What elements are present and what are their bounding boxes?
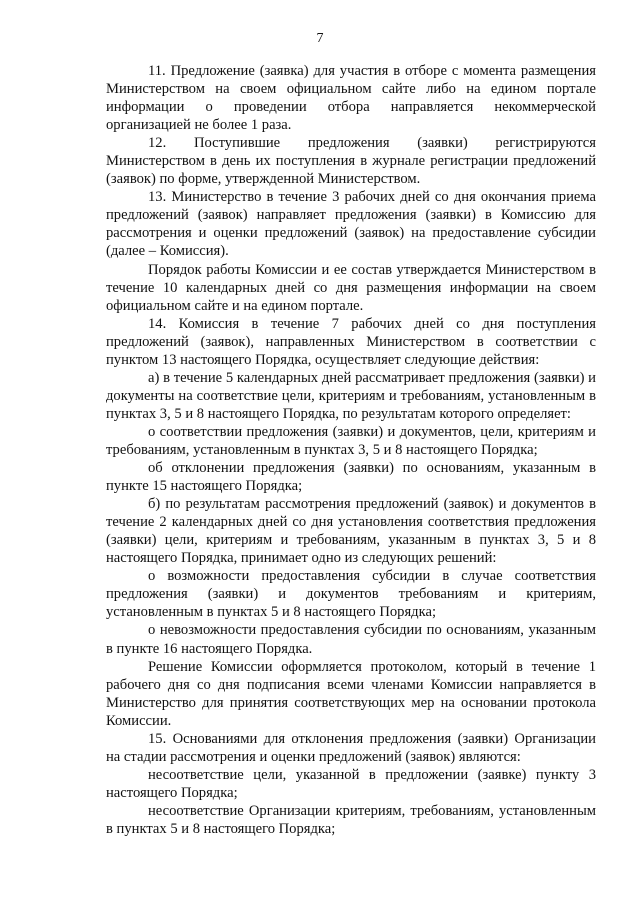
page-number: 7 (316, 31, 324, 46)
paragraph: о соответствии предложения (заявки) и документов, цели, критериям и требованиям, установленным в пунктах 3, 5 и 8 настоящего Порядка; (106, 423, 596, 458)
paragraph: а) в течение 5 календарных дней рассматривает предложения (заявки) и документы на соответствие цели, критериям и требованиям, установленным в пунктах 3, 5 и 8 настоящего Порядка, по результатам которого определяет: (106, 369, 596, 422)
paragraph: несоответствие Организации критериям, требованиям, установленным в пунктах 5 и 8 настоящего Порядка; (106, 802, 596, 837)
paragraph: о возможности предоставления субсидии в случае соответствия предложения (заявки) и документов требованиям и критериям, установленным в пунктах 5 и 8 настоящего Порядка; (106, 568, 596, 621)
document-body (106, 62, 596, 838)
paragraph: Порядок работы Комиссии и ее состав утверждается Министерством в течение 10 календарных дней со дня размещения информации на своем официальном сайте и на едином портале. (106, 261, 596, 314)
paragraph: б) по результатам рассмотрения предложений (заявок) и документов в течение 2 календарных дней со дня установления соответствия предложения (заявки) цели, критериям и требованиям, указанным в пунктах 3, 5 и 8 настоящего Порядка, принимает одно из следующих решений: (106, 496, 596, 567)
paragraph: 11. Предложение (заявка) для участия в отборе с момента размещения Министерством на своем официальном сайте либо на едином портале информации о проведении отбора направляется некоммерческой организацией не более 1 раза. (106, 63, 596, 134)
paragraph: 14. Комиссия в течение 7 рабочих дней со дня поступления предложений (заявок), направленных Министерством в соответствии с пунктом 13 настоящего Порядка, осуществляет следующие действия: (106, 315, 596, 368)
paragraph: 15. Основаниями для отклонения предложения (заявки) Организации на стадии рассмотрения и оценки предложений (заявок) являются: (106, 730, 596, 765)
paragraph: 12. Поступившие предложения (заявки) регистрируются Министерством в день их поступления в журнале регистрации предложений (заявок) по форме, утвержденной Министерством. (106, 135, 596, 188)
paragraph: об отклонении предложения (заявки) по основаниям, указанным в пункте 15 настоящего Порядка; (106, 460, 596, 495)
paragraph: несоответствие цели, указанной в предложении (заявке) пункту 3 настоящего Порядка; (106, 766, 596, 801)
paragraph: о невозможности предоставления субсидии по основаниям, указанным в пункте 16 настоящего Порядка. (106, 622, 596, 657)
paragraph: Решение Комиссии оформляется протоколом, который в течение 1 рабочего дня со дня подписания всеми членами Комиссии направляется в Министерство для принятия соответствующих мер на основании протокола Комиссии. (106, 658, 596, 729)
paragraph: 13. Министерство в течение 3 рабочих дней со дня окончания приема предложений (заявок) направляет предложения (заявки) в Комиссию для рассмотрения и оценки предложений (заявок) на предоставление субсидии (далее – Комиссия). (106, 189, 596, 260)
